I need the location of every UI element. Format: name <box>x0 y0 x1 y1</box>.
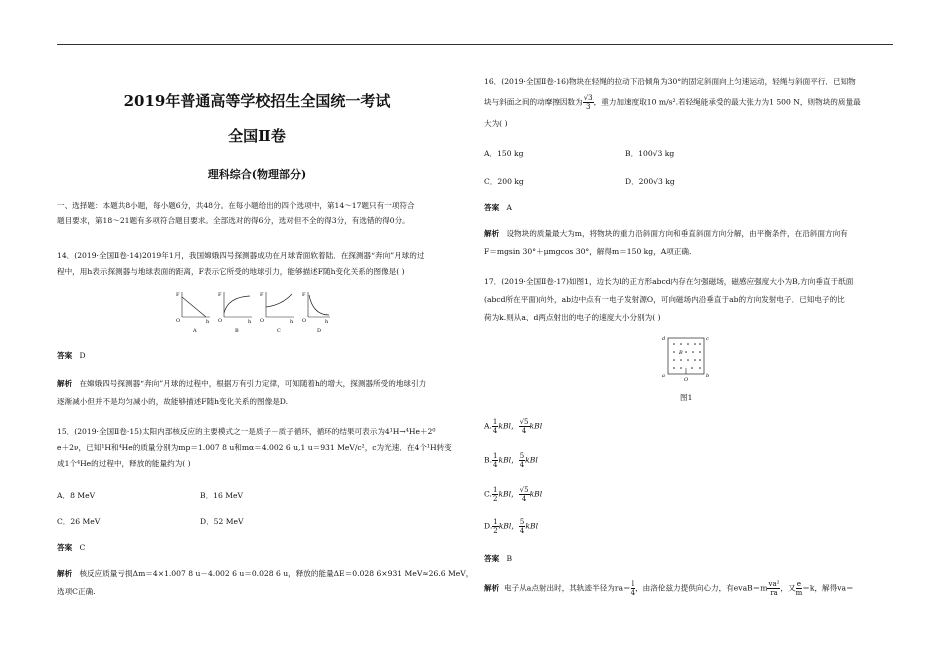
q17-c-f2d: 4 <box>521 495 527 503</box>
q16-option-c[interactable]: C．200 kg <box>484 177 524 186</box>
q14-d-origin: O <box>302 318 307 324</box>
q17-a-f2n: √5 <box>519 418 529 426</box>
q17-d-f2d: 4 <box>519 527 525 535</box>
q17-b-letter: B. <box>484 455 492 465</box>
q14-c-axis-h: h <box>290 319 294 325</box>
q15-analysis-text-1: 核反应质量亏损Δm＝4×1.007 8 u－4.002 6 u＝0.028 6 u，释放的能量ΔE＝0.028 6×931 MeV≈26.6 MeV， <box>79 569 474 578</box>
q17-d-u1: kBl， <box>498 521 519 531</box>
q17-a-u2: kBl <box>529 421 543 431</box>
q17-d-letter: D. <box>484 521 493 531</box>
q15-answer <box>57 542 85 553</box>
q16-answer-value: A <box>506 203 512 212</box>
q15-stem-2: e＋2ν，已知¹H和⁴He的质量分别为mp＝1.007 8 u和mα＝4.002 6 u,1 u＝931 MeV/c²，c为光速．在4个¹H转变 <box>57 443 452 452</box>
q17-analysis <box>484 580 854 597</box>
q16-option-a[interactable]: A．150 kg <box>484 149 524 158</box>
q17-c-frac2 <box>519 486 530 503</box>
q17-stem-1: 17．(2019·全国Ⅱ卷·17)如图1，边长为l的正方形abcd内存在匀强磁场，磁感应强度大小为B,方向垂直于纸面 <box>484 277 854 286</box>
q17-a-f1n: 1 <box>492 418 498 426</box>
q16-answer <box>484 202 512 213</box>
q15-analysis-label: 解析 <box>57 569 73 578</box>
q15-answer-value: C <box>79 543 86 552</box>
q15-analysis-2: 选项C正确. <box>57 587 96 596</box>
q15-answer-label: 答案 <box>57 543 73 552</box>
q17-option-b[interactable] <box>484 452 538 469</box>
q14-c-label: C <box>277 328 281 334</box>
paper-name: 全国Ⅱ卷 <box>228 127 286 145</box>
q16-answer-label: 答案 <box>484 203 500 212</box>
q14-graph-b[interactable] <box>218 292 252 334</box>
q14-d-label: D <box>317 328 322 334</box>
q14-answer <box>57 350 86 361</box>
q14-graphs <box>172 287 332 337</box>
q17-stem-3: 荷为k.则从a、d两点射出的电子的速度大小分别为( ) <box>484 313 661 322</box>
q14-stem-1: 14．(2019·全国Ⅱ卷·14)2019年1月，我国嫦娥四号探测器成功在月球背面软着陆．在探测器“奔向”月球的过 <box>57 251 425 260</box>
q17-a-u1: kBl， <box>498 421 519 431</box>
q14-a-axis-f: F <box>176 292 180 298</box>
q17-answer-label: 答案 <box>484 554 500 563</box>
q17-an-f1d: 4 <box>630 589 636 597</box>
q17-analysis-label: 解析 <box>484 583 500 593</box>
q16-option-d[interactable]: D．200√3 kg <box>625 177 675 186</box>
q17-d-f1d: 2 <box>493 527 498 535</box>
q14-a-axis-h: h <box>206 319 210 325</box>
q14-analysis-2: 逐渐减小但并不是均匀减小的，故能够描述F随h变化关系的图像是D. <box>57 397 289 406</box>
q16-stem-2 <box>484 94 861 111</box>
q17-analysis-frac2 <box>767 580 780 597</box>
q14-d-axis-h: h <box>325 319 329 325</box>
q16-stem-fraction <box>583 94 594 111</box>
q17-b-f1n: 1 <box>493 452 498 460</box>
q14-a-label: A <box>193 328 197 334</box>
q16-option-b[interactable]: B．100√3 kg <box>625 149 675 158</box>
q15-analysis-1 <box>57 568 473 579</box>
q17-field-dots <box>673 343 701 369</box>
q17-label-d: d <box>662 336 666 342</box>
q14-analysis-text-1: 在嫦娥四号探测器“奔向”月球的过程中，根据万有引力定律，可知随着h的增大，探测器所受的地球引力 <box>79 379 427 388</box>
q14-b-axis-f: F <box>218 292 222 298</box>
q17-c-f2n: √5 <box>519 486 529 494</box>
q17-label-b: b <box>706 373 710 379</box>
q14-c-axis-f: F <box>260 292 264 298</box>
q17-an-f1n: l <box>631 580 634 588</box>
q15-option-a[interactable]: A．8 MeV <box>57 491 96 500</box>
q14-analysis-label: 解析 <box>57 379 73 388</box>
q17-figure-caption: 图1 <box>680 393 693 402</box>
q17-an-f2d: ra <box>770 589 778 597</box>
q17-an-f3n: e <box>796 580 801 588</box>
q15-stem-3: 成1个⁴He的过程中，释放的能量约为( ) <box>57 459 191 468</box>
q17-label-a: a <box>662 373 665 379</box>
q17-c-f1d: 2 <box>492 495 498 503</box>
q14-stem-2: 程中，用h表示探测器与地球表面的距离，F表示它所受的地球引力，能够描述F随h变化关系的图像是( ) <box>57 267 405 276</box>
q17-d-f2n: 5 <box>519 518 525 526</box>
q14-analysis-1 <box>57 378 426 389</box>
header-rule <box>57 44 893 45</box>
q17-b-u1: kBl， <box>498 455 519 465</box>
q16-stem-3: 大为( ) <box>484 119 508 128</box>
q14-c-origin: O <box>260 318 265 324</box>
q15-stem-1: 15．(2019·全国Ⅱ卷·15)太阳内部核反应的主要模式之一是质子－质子循环，循环的结果可表示为4¹H→⁴He＋2⁰ <box>57 427 436 436</box>
q17-label-b-field: B <box>679 350 683 356</box>
q14-answer-label: 答案 <box>57 351 73 360</box>
q17-c-f1n: 1 <box>492 486 498 494</box>
q17-c-letter: C. <box>484 489 492 499</box>
q16-frac-num: √3 <box>583 94 593 102</box>
q17-stem-2: (abcd所在平面)向外，ab边中点有一电子发射源O，可向磁场内沿垂直于ab的方向发射电子．已知电子的比 <box>484 295 845 304</box>
q17-option-d[interactable] <box>484 518 538 535</box>
q14-graph-d[interactable] <box>302 292 330 334</box>
q15-option-d[interactable]: D．52 MeV <box>200 517 244 526</box>
q17-analysis-c: ，又 <box>780 583 796 593</box>
q17-c-u2: kBl <box>529 489 543 499</box>
q14-answer-value: D <box>79 351 86 360</box>
q16-stem-2a: 块与斜面之间的动摩擦因数为 <box>484 97 583 107</box>
q16-analysis-2: F＝mgsin 30°＋μmgcos 30°，解得m＝150 kg，A项正确. <box>484 247 692 256</box>
q17-d-f1n: 1 <box>493 518 498 526</box>
q16-analysis-label: 解析 <box>484 229 500 238</box>
q16-analysis-1 <box>484 228 848 239</box>
q17-a-letter: A. <box>484 421 492 431</box>
q15-option-c[interactable]: C．26 MeV <box>57 517 101 526</box>
q17-answer-value: B <box>506 554 513 563</box>
q14-b-origin: O <box>218 318 223 324</box>
q17-option-c[interactable] <box>484 486 542 503</box>
q17-b-f2d: 4 <box>519 461 525 469</box>
q14-b-label: B <box>235 328 239 334</box>
q17-label-c: c <box>706 336 709 342</box>
q17-analysis-d: ＝k，解得va＝ <box>802 583 854 593</box>
q14-b-axis-h: h <box>248 319 252 325</box>
subject-name: 理科综合(物理部分) <box>207 168 307 181</box>
q17-a-frac2 <box>519 418 530 435</box>
q16-frac-den: 3 <box>585 103 591 111</box>
q17-d-u2: kBl <box>525 521 539 531</box>
q17-label-o: O <box>684 377 689 383</box>
exam-title: 2019年普通高等学校招生全国统一考试 <box>123 92 391 110</box>
q17-a-f2d: 4 <box>521 427 527 435</box>
q15-option-b[interactable]: B．16 MeV <box>200 491 244 500</box>
q17-answer <box>484 553 512 564</box>
q17-an-f3d: m <box>795 589 803 597</box>
q17-c-u1: kBl， <box>498 489 519 499</box>
q16-analysis-text-1: 设物块的质量最大为m，将物块的重力沿斜面方向和垂直斜面方向分解，由平衡条件，在沿斜面方向有 <box>506 229 848 238</box>
q17-an-f2n: va² <box>768 580 780 588</box>
q17-analysis-a: 电子从a点射出时，其轨迹半径为ra＝ <box>504 583 631 593</box>
q16-stem-2b: ，重力加速度取10 m/s².若轻绳能承受的最大张力为1 500 N，则物块的质量最 <box>593 97 861 107</box>
q17-analysis-b: ，由洛伦兹力提供向心力，有evaB＝m <box>635 583 768 593</box>
q17-option-a[interactable] <box>484 418 542 435</box>
q17-b-f1d: 4 <box>493 461 498 469</box>
intro-line-2: 题目要求，第18～21题有多项符合题目要求。全部选对的得6分，选对但不全的得3分，有选错的得0分。 <box>57 216 410 225</box>
q16-stem-1: 16．(2019·全国Ⅱ卷·16)物块在轻绳的拉动下沿倾角为30°的固定斜面向上匀速运动，轻绳与斜面平行．已知物 <box>484 77 856 86</box>
q17-b-u2: kBl <box>525 455 538 465</box>
q17-a-f1d: 4 <box>492 427 498 435</box>
q14-d-axis-f: F <box>302 292 306 298</box>
q14-graph-a[interactable] <box>176 292 210 334</box>
q14-graph-c[interactable] <box>260 292 294 334</box>
q17-figure <box>660 332 716 384</box>
intro-line-1: 一、选择题：本题共8小题，每小题6分，共48分。在每小题给出的四个选项中，第14～17题只有一项符合 <box>57 201 415 210</box>
q14-a-origin: O <box>176 318 181 324</box>
q17-b-f2n: 5 <box>519 452 525 460</box>
